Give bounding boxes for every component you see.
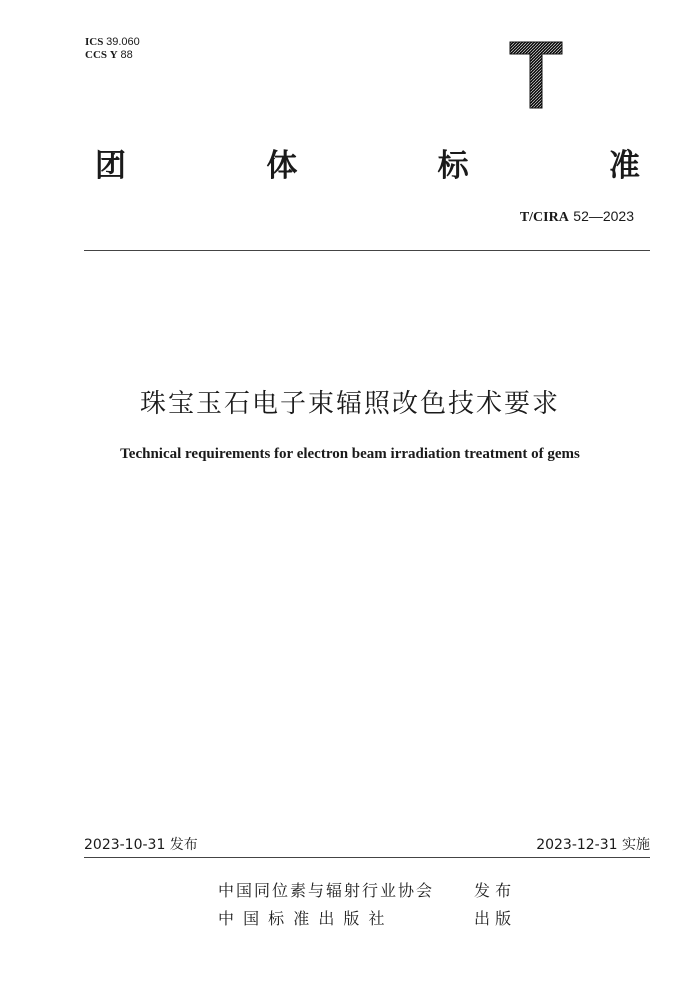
document-title-en: Technical requirements for electron beam irradiation treatment of gems (120, 446, 580, 462)
document-title-cn: 珠宝玉石电子束辐照改色技术要求 (139, 389, 560, 419)
standard-type-char: 团 (95, 148, 126, 184)
ccs-category: Y (109, 49, 118, 61)
publisher-action: 发 布 (474, 881, 512, 900)
ccs-label: CCS (85, 49, 108, 61)
standard-type-char: 准 (608, 148, 640, 184)
implement-date: 2023-12-31 实施 (536, 837, 650, 853)
standard-t-logo (508, 40, 564, 110)
standard-type-char: 体 (266, 148, 298, 184)
publisher-row (218, 878, 511, 901)
publisher-row (218, 906, 511, 929)
ics-label: ICS (85, 36, 104, 48)
header-rule (84, 250, 650, 251)
publisher-org: 中国同位素与辐射行业协会 (218, 881, 435, 900)
ics-value: 39.060 (106, 36, 140, 48)
classification-codes (85, 36, 140, 62)
standard-type (95, 140, 640, 185)
standard-code (520, 208, 634, 226)
standard-code-number: 52—2023 (573, 208, 634, 224)
standard-code-prefix: T/CIRA (519, 210, 569, 225)
logo-letter: T (508, 40, 509, 41)
publish-date: 2023-10-31 发布 (84, 837, 198, 853)
printer-org: 中 国 标 准 出 版 社 (218, 909, 387, 928)
printer-action: 出 版 (474, 909, 512, 928)
ics-code (85, 36, 140, 49)
ccs-value: 88 (120, 49, 133, 61)
ccs-code (85, 49, 140, 62)
standard-type-char: 标 (437, 148, 469, 184)
footer-rule (84, 857, 650, 858)
